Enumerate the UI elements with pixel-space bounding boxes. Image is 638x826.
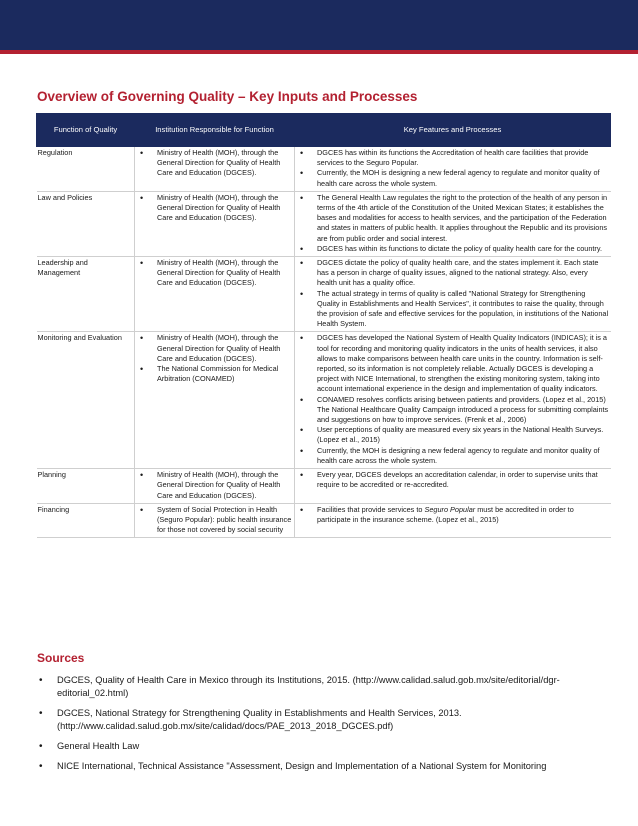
- list-item: • The actual strategy in terms of quality is called "National Strategy for Strengthening Quality in Establishments and Health Services", it contributes to raise the quality, through the provision of safe and effective services for the population, in institutions of the National Health System.: [297, 289, 609, 330]
- column-header-features: Key Features and Processes: [295, 114, 611, 147]
- table-row: [37, 469, 611, 504]
- text-segment: must be accredited in order to participate in the insurance scheme. (Lopez et al., 2015): [317, 504, 574, 524]
- institution-cell: [135, 257, 295, 332]
- list-item: • Ministry of Health (MOH), through the General Direction for Quality of Health Care and Education (DGCES).: [137, 333, 292, 364]
- features-cell: [295, 257, 611, 332]
- quality-table: [36, 113, 611, 538]
- features-cell: [295, 191, 611, 256]
- institution-cell: [135, 503, 295, 538]
- features-cell: [295, 332, 611, 469]
- text-segment: Facilities that provide services to: [317, 504, 425, 514]
- source-item: • DGCES, Quality of Health Care in Mexico through its Institutions, 2015. (http://www.calidad.salud.gob.mx/site/editorial/dgr-editorial_02.html): [37, 674, 607, 700]
- list-item: • System of Social Protection in Health (Seguro Popular): public health insurance for those not covered by social security: [137, 505, 292, 536]
- institution-cell: [135, 469, 295, 504]
- page-title: Overview of Governing Quality – Key Inputs and Processes: [37, 89, 418, 104]
- list-item: • DGCES has within its functions to dictate the policy of quality health care for the country.: [297, 244, 609, 254]
- seguro-popular-italic: Seguro Popular: [424, 504, 476, 514]
- list-item: • Ministry of Health (MOH), through the General Direction for Quality of Health Care and Education (DGCES).: [137, 258, 292, 289]
- list-item: • DGCES has developed the National System of Health Quality Indicators (INDICAS); it is a tool for recording and monitoring quality indicators in the units of health services, it also allows to make comparisons between health care units in the country. Information is self-reported, so its information is not completely reliable. Actually DGCES is developing a project with NICE International, to strengthen the existing monitoring system, taking into account international experience in the design and implementation of quality indicators.: [297, 333, 609, 394]
- list-item: • DGCES dictate the policy of quality health care, and the states implement it. Each state has a person in charge of quality issues, aligned to the national strategy. Also, every health unit has a quality office.: [297, 258, 609, 289]
- table-row: [37, 332, 611, 469]
- institution-cell: [135, 332, 295, 469]
- list-item: • Currently, the MOH is designing a new federal agency to regulate and monitor quality of health care across the whole system.: [297, 446, 609, 466]
- table-row: [37, 147, 611, 192]
- list-item: • Currently, the MOH is designing a new federal agency to regulate and monitor quality of health care across the whole system.: [297, 168, 609, 188]
- column-header-function: Function of Quality: [37, 114, 135, 147]
- source-item: • NICE International, Technical Assistance "Assessment, Design and Implementation of a National System for Monitoring: [37, 760, 607, 773]
- source-item: • DGCES, National Strategy for Strengthening Quality in Establishments and Health Services, 2013. (http://www.calidad.salud.gob.mx/site/calidad/docs/PAE_2013_2018_DGCES.pdf): [37, 707, 607, 733]
- list-item: • Ministry of Health (MOH), through the General Direction for Quality of Health Care and Education (DGCES).: [137, 193, 292, 224]
- header-bar: [0, 0, 638, 54]
- source-item: • General Health Law: [37, 740, 607, 753]
- list-item: • DGCES has within its functions the Accreditation of health care facilities that provide services to the Seguro Popular.: [297, 148, 609, 168]
- sources-list: [37, 674, 607, 780]
- list-item: • CONAMED resolves conflicts arising between patients and providers. (Lopez et al., 2015) The National Healthcare Quality Campaign introduced a process for submitting complaints and suggestions on how to improve services. (Frenk et al., 2006): [297, 395, 609, 426]
- sources-title: Sources: [37, 651, 85, 665]
- list-item: [297, 505, 609, 525]
- function-cell: Planning: [37, 469, 135, 504]
- list-item: • Every year, DGCES develops an accreditation calendar, in order to supervise units that require to be accredited or re-accredited.: [297, 470, 609, 490]
- function-cell: Monitoring and Evaluation: [37, 332, 135, 469]
- function-cell: Financing: [37, 503, 135, 538]
- institution-cell: [135, 191, 295, 256]
- function-cell: Law and Policies: [37, 191, 135, 256]
- function-cell: Regulation: [37, 147, 135, 192]
- function-cell: Leadership and Management: [37, 257, 135, 332]
- features-cell: [295, 503, 611, 538]
- table-row: [37, 191, 611, 256]
- list-item: • The National Commission for Medical Arbitration (CONAMED): [137, 364, 292, 384]
- list-item: • Ministry of Health (MOH), through the General Direction for Quality of Health Care and Education (DGCES).: [137, 470, 292, 501]
- column-header-institution: Institution Responsible for Function: [135, 114, 295, 147]
- list-item: • The General Health Law regulates the right to the protection of the health of any person in terms of the 4th article of the Constitution of the United Mexican States; it establishes the bases and modalities for access to health services, and the participation of the Federation and states in matters of public health. It applies throughout the Republic and its provisions are from public order and social interest.: [297, 193, 609, 244]
- table-header-row: [37, 114, 611, 147]
- list-item: • User perceptions of quality are measured every six years in the National Health Surveys. (Lopez et al., 2015): [297, 425, 609, 445]
- list-item: • Ministry of Health (MOH), through the General Direction for Quality of Health Care and Education (DGCES).: [137, 148, 292, 179]
- table-row: [37, 257, 611, 332]
- features-cell: [295, 469, 611, 504]
- features-cell: [295, 147, 611, 192]
- table-row: [37, 503, 611, 538]
- institution-cell: [135, 147, 295, 192]
